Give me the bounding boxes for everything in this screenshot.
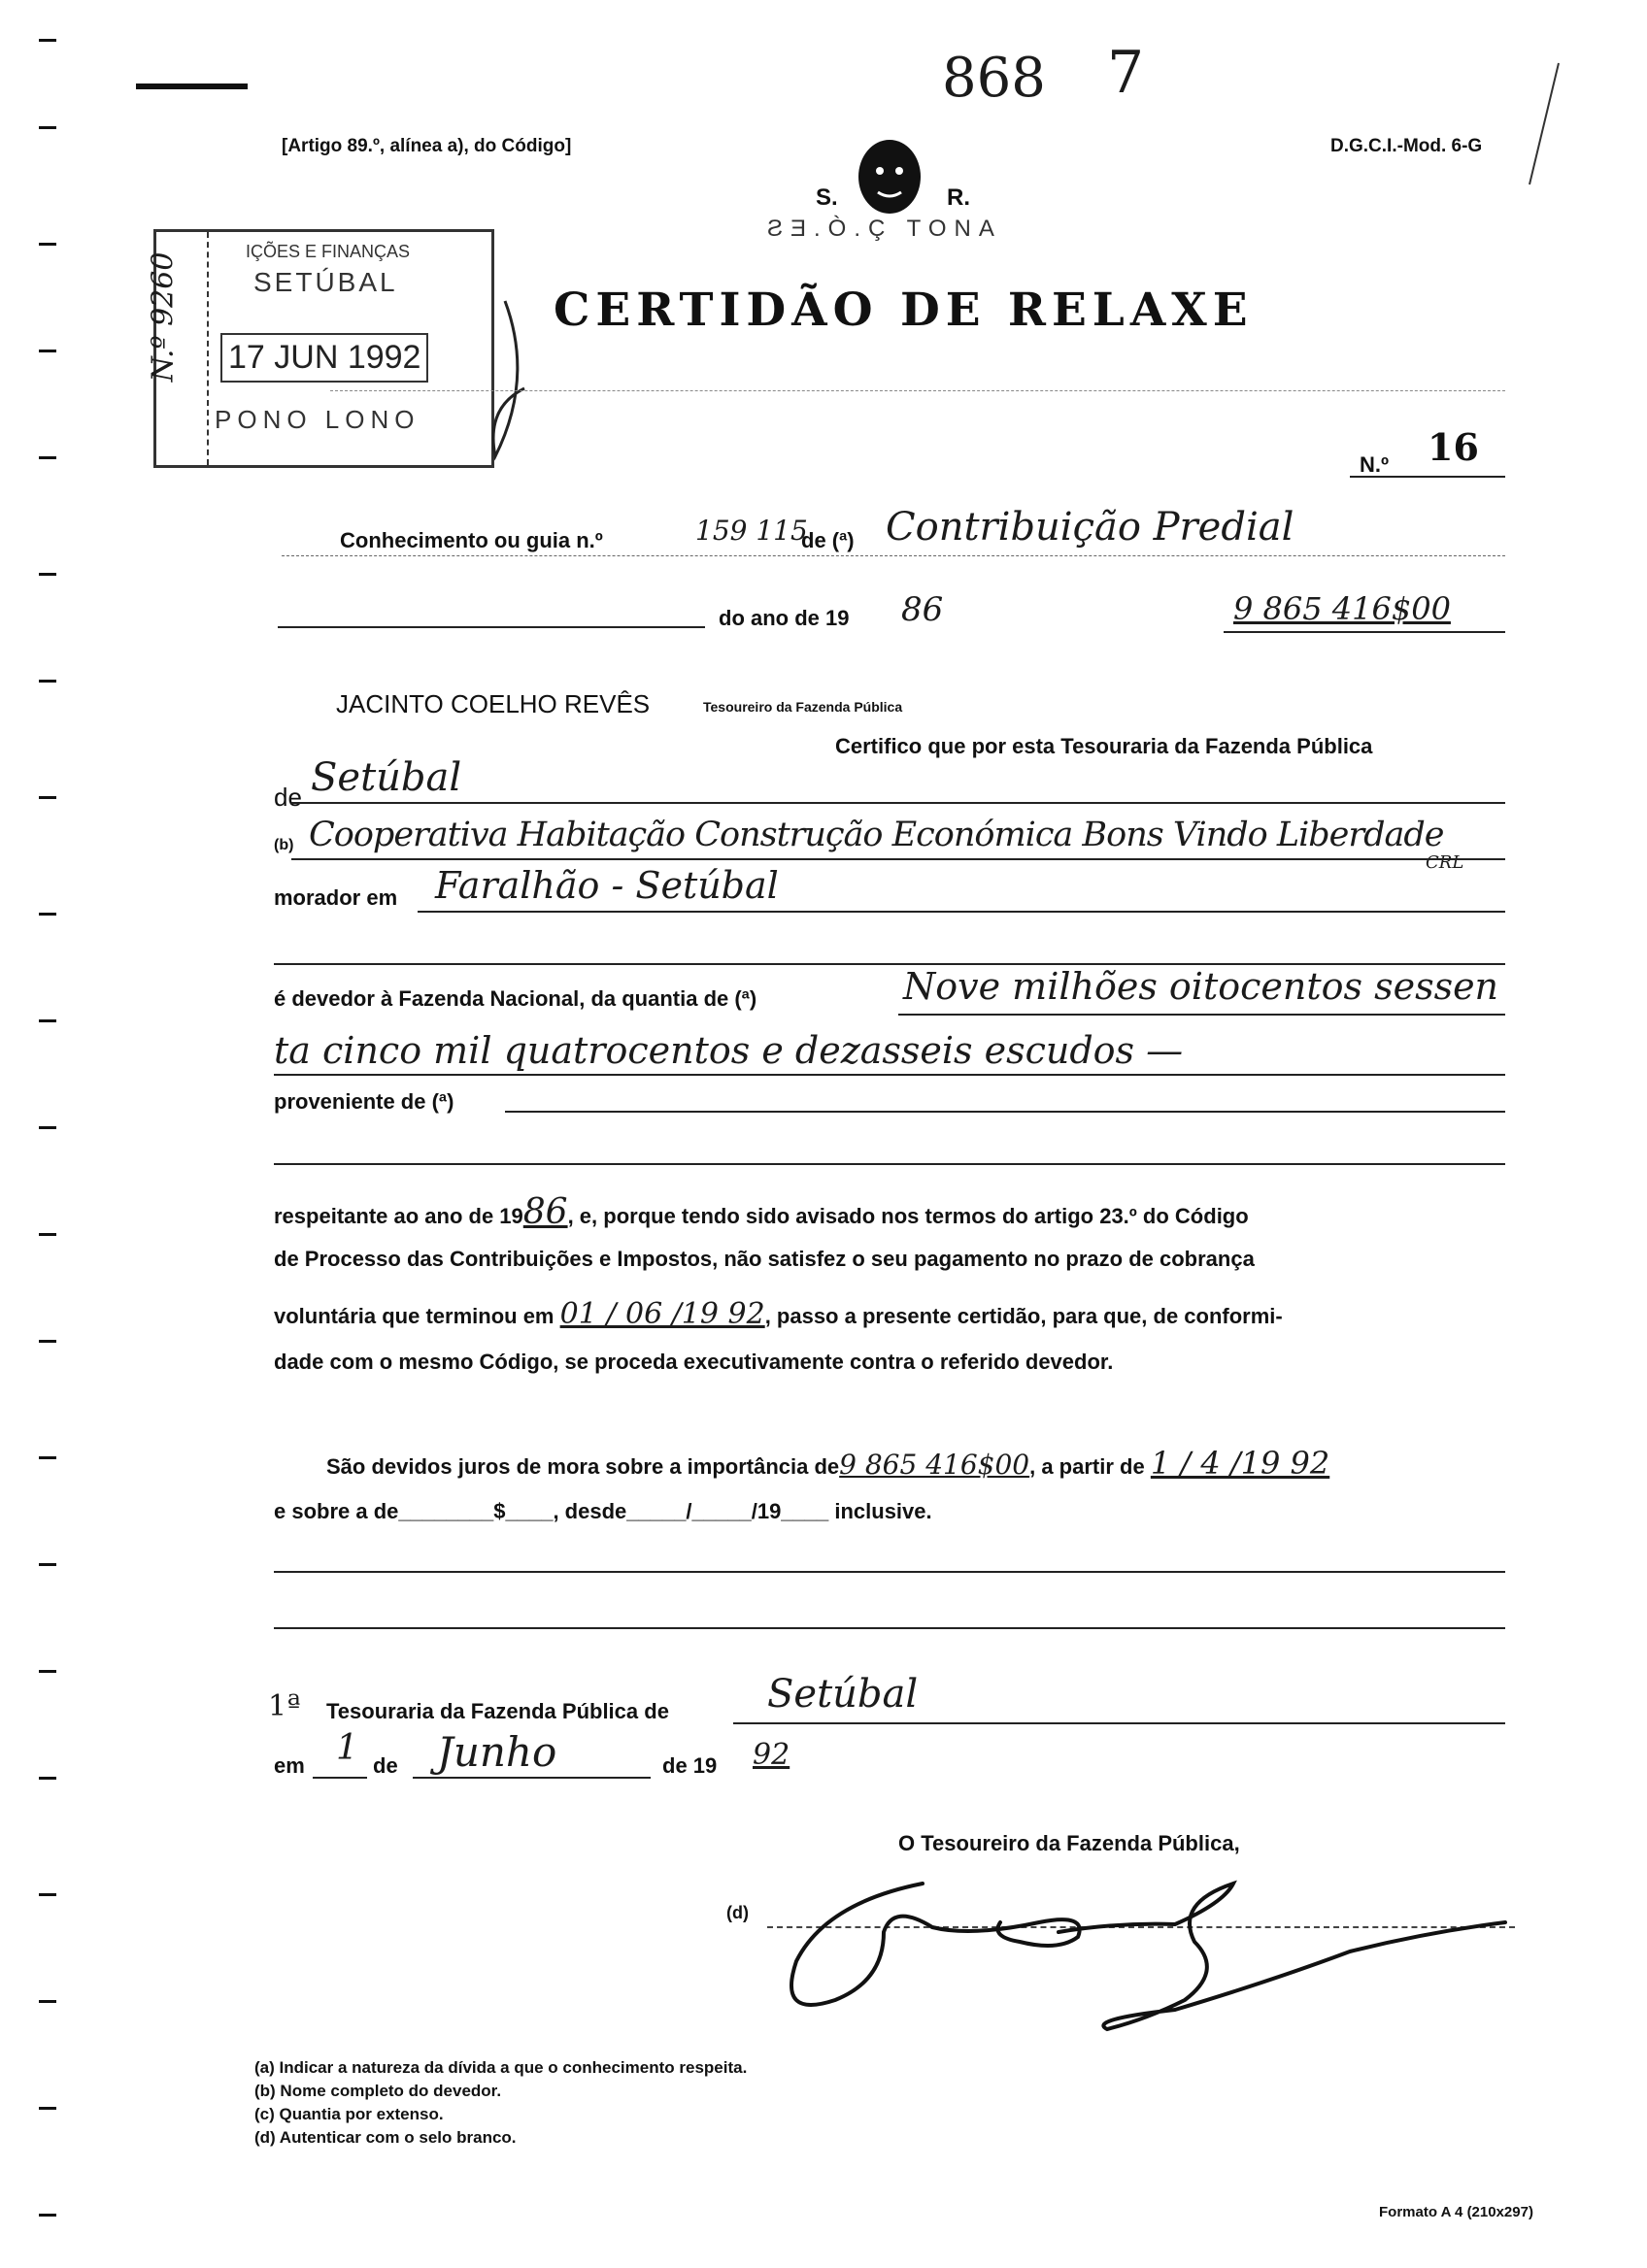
date-de-2: de 19	[662, 1753, 718, 1778]
date-year: 92	[753, 1738, 790, 1772]
signature-title: O Tesoureiro da Fazenda Pública,	[898, 1831, 1240, 1855]
treasurer-city: Setúbal	[311, 755, 462, 800]
document-title: CERTIDÃO DE RELAXE	[554, 284, 1254, 337]
stamp-line-2: SETÚBAL	[253, 267, 398, 297]
signature-label: (d)	[726, 1903, 749, 1922]
certify-text: Certifico que por esta Tesouraria da Fazenda Pública	[835, 734, 1373, 758]
receipt-label: Conhecimento ou guia n.º	[340, 528, 603, 552]
interest-amount: 9 865 416$00	[839, 1449, 1030, 1481]
paragraph-line-1	[274, 1192, 1249, 1232]
footnote-d: (d) Autenticar com o selo branco.	[254, 2128, 517, 2147]
stamp-line-1: IÇÕES E FINANÇAS	[246, 242, 411, 261]
receipt-de-label: de (ª)	[801, 528, 855, 552]
paragraph-line-2: de Processo das Contribuições e Impostos, não satisfez o seu pagamento no prazo de cobrança	[274, 1247, 1255, 1271]
stamp-scribble	[466, 291, 544, 466]
number-label: N.º	[1360, 452, 1390, 477]
format-note: Formato A 4 (210x297)	[1379, 2204, 1533, 2220]
receipt-number: 159 115	[695, 515, 808, 547]
interest-line-1	[326, 1445, 1329, 1482]
treasurer-name: JACINTO COELHO REVÊS	[336, 689, 651, 718]
place-prefix: 1ª	[268, 1689, 301, 1723]
treasurer-de-label: de	[274, 783, 302, 812]
treasurer-role: Tesoureiro da Fazenda Pública	[703, 699, 903, 715]
resident-label: morador em	[274, 885, 398, 910]
paragraph-year: 86	[522, 1192, 568, 1232]
paragraph-line-4: dade com o mesmo Código, se proceda executivamente contra o referido devedor.	[274, 1350, 1114, 1374]
date-day: 1	[336, 1728, 358, 1768]
paragraph-deadline-label: voluntária que terminou em	[274, 1304, 555, 1328]
interest-label: São devidos juros de mora sobre a importância de	[326, 1454, 840, 1479]
emblem-letter-s: S.	[816, 184, 838, 211]
paragraph-line-1-rest: , e, porque tendo sido avisado nos termos do artigo 23.º do Código	[567, 1204, 1249, 1228]
paragraph-year-label: respeitante ao ano de 19	[274, 1204, 523, 1228]
paragraph-line-3-rest: , passo a presente certidão, para que, de conformi-	[764, 1304, 1283, 1328]
debtor-name: Cooperativa Habitação Construção Económica Bons Vindo Liberdade	[309, 816, 1444, 854]
signature-scribble	[767, 1864, 1515, 2039]
interest-from-date: 1 / 4 /19 92	[1150, 1445, 1330, 1482]
stamp-date: 17 JUN 1992	[220, 333, 428, 383]
interest-from-label: , a partir de	[1029, 1454, 1145, 1479]
republic-emblem-icon	[851, 136, 928, 223]
debt-words-2: ta cinco mil quatrocentos e dezasseis escudos —	[274, 1029, 1184, 1072]
debt-text: é devedor à Fazenda Nacional, da quantia de (ª)	[274, 986, 757, 1011]
footnote-c: (c) Quantia por extenso.	[254, 2105, 444, 2123]
footnote-a: (a) Indicar a natureza da dívida a que o conhecimento respeita.	[254, 2058, 748, 2077]
date-em-label: em	[274, 1753, 305, 1778]
place-label: Tesouraria da Fazenda Pública de	[326, 1699, 669, 1723]
debtor-residence: Faralhão - Setúbal	[435, 864, 779, 907]
stamp-side-number: N.º 9260	[146, 251, 181, 383]
stamp-bottom: PONO LONO	[215, 405, 420, 434]
interest-line-2: e sobre a de________$____, desde_____/_____/19____ inclusive.	[274, 1499, 932, 1523]
paragraph-line-3	[274, 1297, 1283, 1331]
date-de-1: de	[373, 1753, 398, 1778]
handwritten-number: 868	[942, 47, 1046, 110]
emblem-mirror-text: ƧƎ.Ò.Ç TONA	[767, 216, 1002, 242]
debtor-suffix: CRL	[1426, 852, 1464, 873]
emblem	[851, 136, 928, 223]
handwritten-mark: 7	[1107, 39, 1145, 107]
footnote-b: (b) Nome completo do devedor.	[254, 2082, 502, 2100]
number-value: 16	[1428, 425, 1479, 469]
receipt-amount: 9 865 416$00	[1233, 590, 1451, 627]
corner-pen-mark	[1515, 58, 1573, 194]
debt-words-1: Nove milhões oitocentos sessen	[903, 965, 1499, 1008]
date-month: Junho	[437, 1728, 557, 1776]
tax-office-stamp	[146, 229, 494, 468]
legal-reference: [Artigo 89.º, alínea a), do Código]	[282, 136, 572, 156]
year-label: do ano de 19	[719, 606, 850, 630]
place-city: Setúbal	[767, 1672, 919, 1717]
receipt-nature: Contribuição Predial	[886, 505, 1294, 550]
receipt-year: 86	[901, 590, 944, 629]
emblem-letter-r: R.	[947, 184, 970, 211]
debtor-label: (b)	[274, 837, 294, 853]
proveniente-label: proveniente de (ª)	[274, 1089, 454, 1114]
form-code: D.G.C.I.-Mod. 6-G	[1330, 136, 1483, 156]
paragraph-deadline-date: 01 / 06 /19 92	[559, 1297, 765, 1331]
